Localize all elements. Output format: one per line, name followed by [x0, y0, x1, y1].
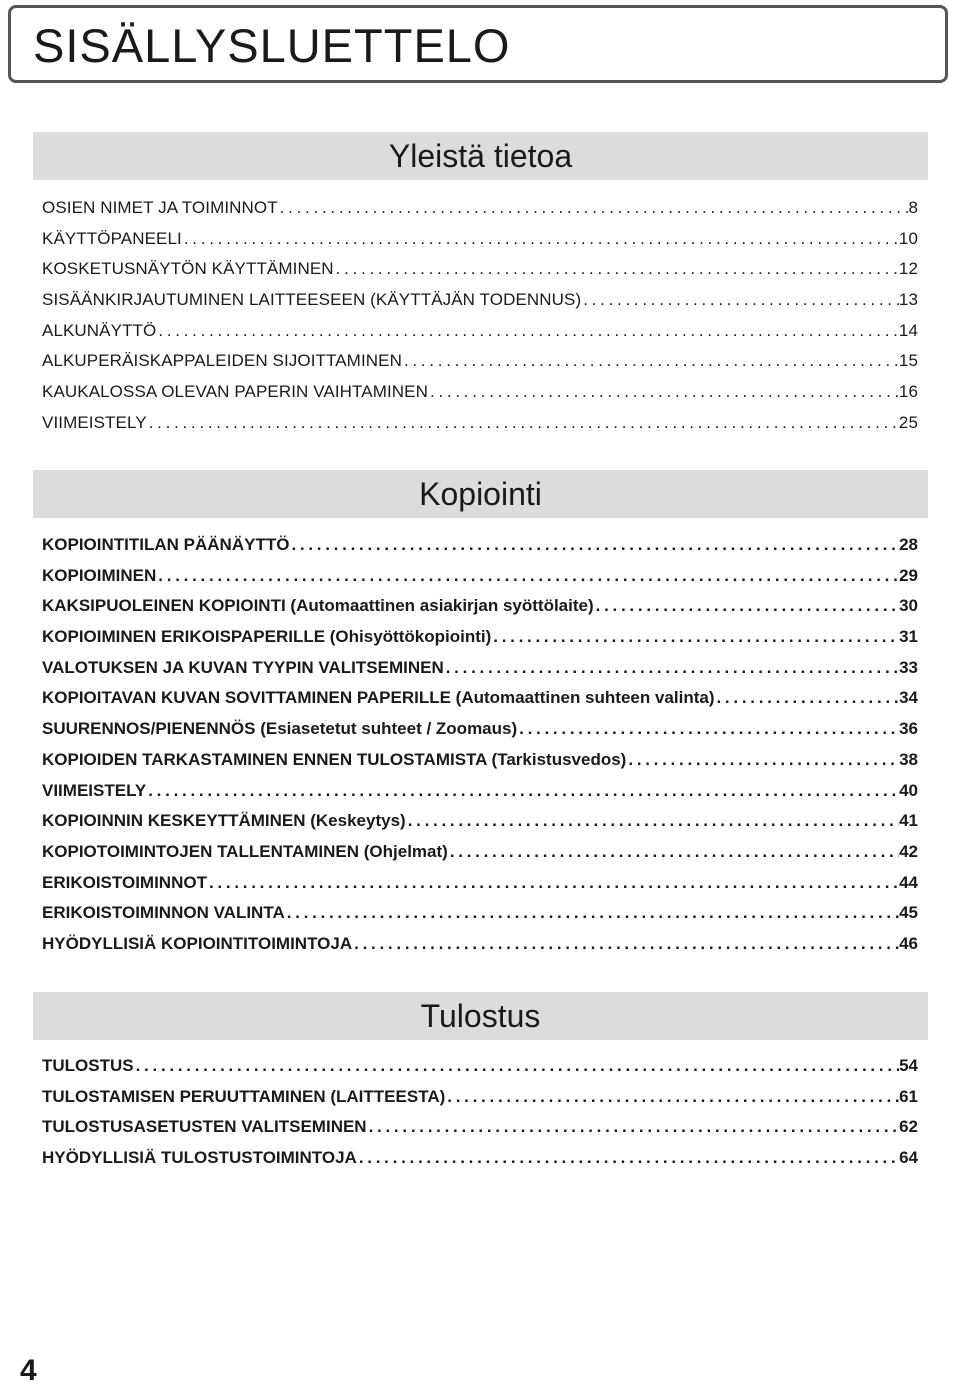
- toc-entry[interactable]: [42, 316, 918, 347]
- toc-entry-page-number: 15: [898, 351, 918, 371]
- toc-entry[interactable]: [42, 745, 918, 776]
- toc-entry-title: KOPIOITAVAN KUVAN SOVITTAMINEN PAPERILLE (Automaattinen suhteen valinta): [42, 688, 715, 708]
- toc-entry-page-number: 61: [899, 1086, 918, 1106]
- toc-entry-title: TULOSTAMISEN PERUUTTAMINEN (LAITTEESTA): [42, 1086, 446, 1106]
- toc-entry-page-number: 8: [908, 198, 918, 217]
- toc-entry-page-number: 13: [898, 290, 918, 310]
- toc-entry-page-number: 38: [899, 749, 918, 769]
- toc-entry-page-number: 34: [899, 688, 918, 708]
- toc-entry-page-number: 10: [898, 228, 918, 248]
- toc-entry[interactable]: [42, 1051, 918, 1082]
- dot-leader: [156, 316, 899, 347]
- toc-entry[interactable]: [42, 868, 918, 899]
- toc-entry[interactable]: [42, 377, 918, 408]
- toc-entry-title: HYÖDYLLISIÄ KOPIOINTITOIMINTOJA: [42, 933, 353, 953]
- toc-entry-title: HYÖDYLLISIÄ TULOSTUSTOIMINTOJA: [42, 1148, 357, 1168]
- dot-leader: [491, 622, 899, 653]
- toc-entry-title: TULOSTUS: [42, 1056, 134, 1075]
- toc-entry-page-number: 31: [899, 627, 918, 647]
- toc-list-kopiointi: [42, 530, 918, 960]
- toc-entry-title: KAKSIPUOLEINEN KOPIOINTI (Automaattinen asiakirjan syöttölaite): [42, 596, 594, 616]
- dot-leader: [402, 346, 899, 377]
- dot-leader: [289, 530, 899, 561]
- toc-entry-page-number: 30: [899, 596, 918, 616]
- dot-leader: [406, 806, 899, 837]
- toc-entry-title: ALKUNÄYTTÖ: [42, 320, 157, 340]
- dot-leader: [367, 1112, 899, 1143]
- toc-entry[interactable]: [42, 224, 918, 255]
- toc-entry[interactable]: [42, 1143, 918, 1174]
- toc-entry-title: TULOSTUSASETUSTEN VALITSEMINEN: [42, 1117, 367, 1137]
- toc-entry-title: SISÄÄNKIRJAUTUMINEN LAITTEESEEN (KÄYTTÄJÄN TODENNUS): [42, 290, 582, 310]
- toc-entry[interactable]: [42, 898, 918, 929]
- toc-entry-title: VIIMEISTELY: [42, 780, 147, 800]
- toc-entry[interactable]: [42, 254, 918, 285]
- dot-leader: [594, 591, 899, 622]
- dot-leader: [285, 898, 899, 929]
- dot-leader: [581, 285, 899, 316]
- toc-entry-page-number: 45: [899, 903, 918, 923]
- toc-entry[interactable]: [42, 1082, 918, 1113]
- toc-entry[interactable]: [42, 837, 918, 868]
- toc-entry-title: ERIKOISTOIMINNON VALINTA: [42, 903, 285, 923]
- toc-entry-title: KOSKETUSNÄYTÖN KÄYTTÄMINEN: [42, 259, 334, 279]
- toc-entry[interactable]: [42, 591, 918, 622]
- dot-leader: [156, 561, 899, 592]
- toc-entry-title: VIIMEISTELY: [42, 412, 147, 432]
- toc-list-tulostus: [42, 1051, 918, 1174]
- toc-entry-title: KAUKALOSSA OLEVAN PAPERIN VAIHTAMINEN: [42, 382, 428, 402]
- toc-entry-title: KOPIOIDEN TARKASTAMINEN ENNEN TULOSTAMISTA (Tarkistusvedos): [42, 749, 627, 769]
- toc-entry-title: SUURENNOS/PIENENNÖS (Esiasetetut suhteet / Zoomaus): [42, 719, 518, 739]
- toc-entry-page-number: 29: [899, 565, 918, 585]
- dot-leader: [146, 776, 899, 807]
- toc-entry-title: ERIKOISTOIMINNOT: [42, 872, 207, 892]
- toc-entry[interactable]: [42, 776, 918, 807]
- toc-entry-page-number: 28: [899, 535, 918, 554]
- toc-entry-page-number: 12: [898, 259, 918, 279]
- dot-leader: [357, 1143, 899, 1174]
- toc-entry[interactable]: [42, 193, 918, 224]
- toc-entry-title: VALOTUKSEN JA KUVAN TYYPIN VALITSEMINEN: [42, 657, 444, 677]
- toc-entry-page-number: 14: [898, 320, 918, 340]
- toc-entry[interactable]: [42, 622, 918, 653]
- toc-entry-title: KOPIOINTITILAN PÄÄNÄYTTÖ: [42, 535, 290, 554]
- toc-entry[interactable]: [42, 285, 918, 316]
- toc-entry[interactable]: [42, 929, 918, 960]
- dot-leader: [278, 193, 909, 224]
- dot-leader: [352, 929, 899, 960]
- toc-entry[interactable]: [42, 714, 918, 745]
- toc-entry-title: KOPIOINNIN KESKEYTTÄMINEN (Keskeytys): [42, 811, 406, 831]
- section-heading-yleista-tietoa: Yleistä tietoa: [33, 132, 928, 180]
- toc-list-yleista-tietoa: [42, 193, 918, 439]
- dot-leader: [147, 408, 899, 439]
- toc-entry-page-number: 46: [899, 933, 918, 953]
- section-heading-tulostus: Tulostus: [33, 992, 928, 1040]
- title-box: [8, 5, 948, 83]
- toc-entry-title: KOPIOIMINEN ERIKOISPAPERILLE (Ohisyöttökopiointi): [42, 627, 492, 647]
- dot-leader: [182, 224, 899, 255]
- toc-entry[interactable]: [42, 408, 918, 439]
- dot-leader: [517, 714, 899, 745]
- toc-entry-page-number: 54: [899, 1056, 918, 1075]
- page-number: 4: [20, 1354, 37, 1387]
- dot-leader: [445, 1082, 899, 1113]
- toc-entry[interactable]: [42, 683, 918, 714]
- toc-entry[interactable]: [42, 530, 918, 561]
- toc-entry[interactable]: [42, 561, 918, 592]
- toc-entry-page-number: 40: [899, 780, 918, 800]
- toc-entry-page-number: 64: [899, 1148, 918, 1168]
- toc-entry-title: KÄYTTÖPANEELI: [42, 228, 182, 248]
- toc-entry-title: OSIEN NIMET JA TOIMINNOT: [42, 198, 278, 217]
- dot-leader: [626, 745, 899, 776]
- toc-entry-page-number: 16: [898, 382, 918, 402]
- toc-entry-page-number: 42: [899, 841, 918, 861]
- toc-entry-title: KOPIOTOIMINTOJEN TALLENTAMINEN (Ohjelmat): [42, 841, 448, 861]
- dot-leader: [448, 837, 899, 868]
- dot-leader: [428, 377, 899, 408]
- section-heading-kopiointi: Kopiointi: [33, 470, 928, 518]
- toc-entry[interactable]: [42, 1112, 918, 1143]
- toc-entry-title: ALKUPERÄISKAPPALEIDEN SIJOITTAMINEN: [42, 351, 402, 371]
- toc-entry-page-number: 33: [899, 657, 918, 677]
- toc-entry-page-number: 25: [898, 412, 918, 432]
- toc-entry-title: KOPIOIMINEN: [42, 565, 157, 585]
- toc-entry[interactable]: [42, 653, 918, 684]
- dot-leader: [444, 653, 899, 684]
- dot-leader: [134, 1051, 899, 1082]
- toc-entry-page-number: 62: [899, 1117, 918, 1137]
- toc-entry[interactable]: [42, 346, 918, 377]
- page-title: SISÄLLYSLUETTELO: [33, 19, 511, 72]
- toc-entry-page-number: 36: [899, 719, 918, 739]
- toc-entry[interactable]: [42, 806, 918, 837]
- dot-leader: [334, 254, 899, 285]
- toc-entry-page-number: 44: [899, 872, 918, 892]
- dot-leader: [207, 868, 899, 899]
- dot-leader: [714, 683, 899, 714]
- toc-entry-page-number: 41: [899, 811, 918, 831]
